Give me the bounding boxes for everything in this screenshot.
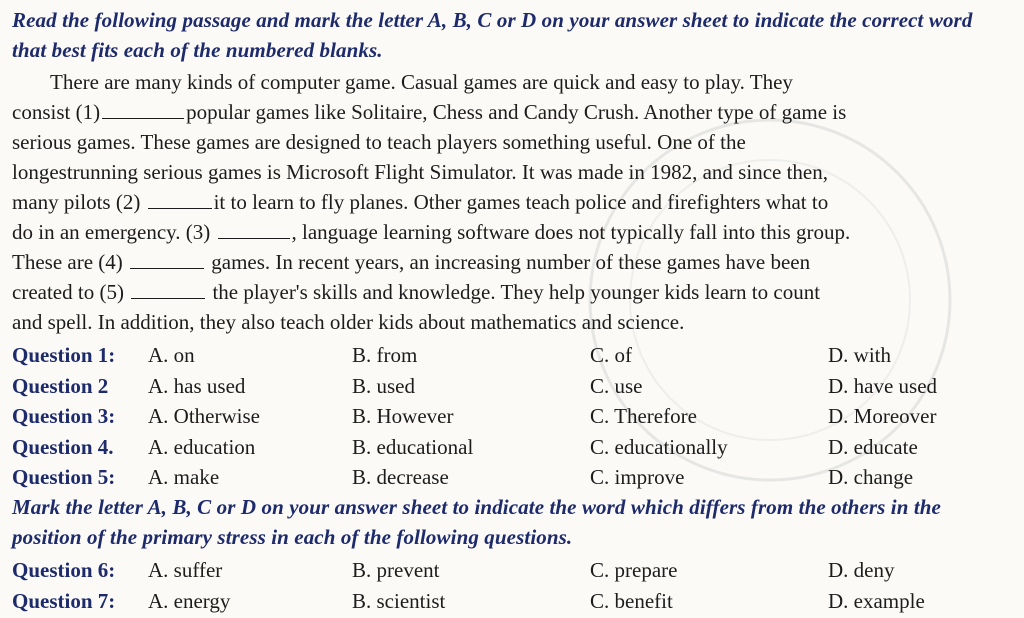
option-d[interactable]: D. example xyxy=(828,589,925,613)
passage-line-1: There are many kinds of computer game. Casual games are quick and easy to play. They xyxy=(50,70,793,94)
question-row xyxy=(12,555,1017,585)
option-c[interactable]: C. prepare xyxy=(590,558,678,582)
instruction-stress: Mark the letter A, B, C or D on your answer sheet to indicate the word which differs from the others in the position of the primary stress in each of the following questions. xyxy=(12,495,941,549)
blank-4 xyxy=(130,250,204,269)
option-a[interactable]: A. has used xyxy=(148,374,246,398)
option-c[interactable]: C. use xyxy=(590,374,643,398)
question-row xyxy=(12,401,1017,431)
passage-line-3: serious games. These games are designed to teach players something useful. One of the xyxy=(12,130,746,154)
option-d[interactable]: D. educate xyxy=(828,435,918,459)
option-d[interactable]: D. change xyxy=(828,465,914,489)
option-c[interactable]: C. Therefore xyxy=(590,404,697,428)
option-b[interactable]: B. from xyxy=(352,343,418,367)
option-a[interactable]: A. suffer xyxy=(148,558,223,582)
instruction-reading: Read the following passage and mark the letter A, B, C or D on your answer sheet to indicate the correct word that best fits each of the numbered blanks. xyxy=(12,8,973,62)
option-b[interactable]: B. decrease xyxy=(352,465,449,489)
question-row xyxy=(12,432,1017,462)
option-d[interactable]: D. Moreover xyxy=(828,404,937,428)
option-b[interactable]: B. prevent xyxy=(352,558,440,582)
passage-line-8: created to (5) the player's skills and knowledge. They help younger kids learn to count xyxy=(12,280,821,304)
option-a[interactable]: A. education xyxy=(148,435,256,459)
passage-line-2: consist (1) popular games like Solitaire, Chess and Candy Crush. Another type of game is xyxy=(12,100,847,124)
option-a[interactable]: A. Otherwise xyxy=(148,404,260,428)
question-row xyxy=(12,462,1017,492)
question-label: Question 1: xyxy=(12,343,116,367)
option-b[interactable]: B. educational xyxy=(352,435,474,459)
option-c[interactable]: C. benefit xyxy=(590,589,673,613)
option-c[interactable]: C. educationally xyxy=(590,435,728,459)
option-c[interactable]: C. improve xyxy=(590,465,685,489)
question-label: Question 6: xyxy=(12,558,116,582)
option-b[interactable]: B. scientist xyxy=(352,589,446,613)
option-d[interactable]: D. have used xyxy=(828,374,938,398)
option-d[interactable]: D. deny xyxy=(828,558,895,582)
option-b[interactable]: B. used xyxy=(352,374,415,398)
option-d[interactable]: D. with xyxy=(828,343,891,367)
option-b[interactable]: B. However xyxy=(352,404,454,428)
blank-5 xyxy=(131,280,205,299)
passage-line-5: many pilots (2) it to learn to fly planes. Other games teach police and firefighters what to xyxy=(12,190,829,214)
blank-2 xyxy=(148,190,212,209)
question-label: Question 7: xyxy=(12,589,116,613)
passage-line-4: longestrunning serious games is Microsoft Flight Simulator. It was made in 1982, and since then, xyxy=(12,160,828,184)
option-a[interactable]: A. make xyxy=(148,465,220,489)
passage-line-9: and spell. In addition, they also teach older kids about mathematics and science. xyxy=(12,310,685,334)
blank-3 xyxy=(218,220,290,239)
passage-line-6: do in an emergency. (3) , language learning software does not typically fall into this group. xyxy=(12,220,851,244)
question-row xyxy=(12,586,1017,616)
passage-line-7: These are (4) games. In recent years, an increasing number of these games have been xyxy=(12,250,811,274)
blank-1 xyxy=(102,100,184,119)
question-label: Question 5: xyxy=(12,465,116,489)
question-label: Question 4. xyxy=(12,435,114,459)
question-row xyxy=(12,371,1017,401)
option-a[interactable]: A. energy xyxy=(148,589,231,613)
option-a[interactable]: A. on xyxy=(148,343,195,367)
question-label: Question 3: xyxy=(12,404,116,428)
question-row xyxy=(12,340,1017,370)
option-c[interactable]: C. of xyxy=(590,343,632,367)
question-label: Question 2 xyxy=(12,374,109,398)
